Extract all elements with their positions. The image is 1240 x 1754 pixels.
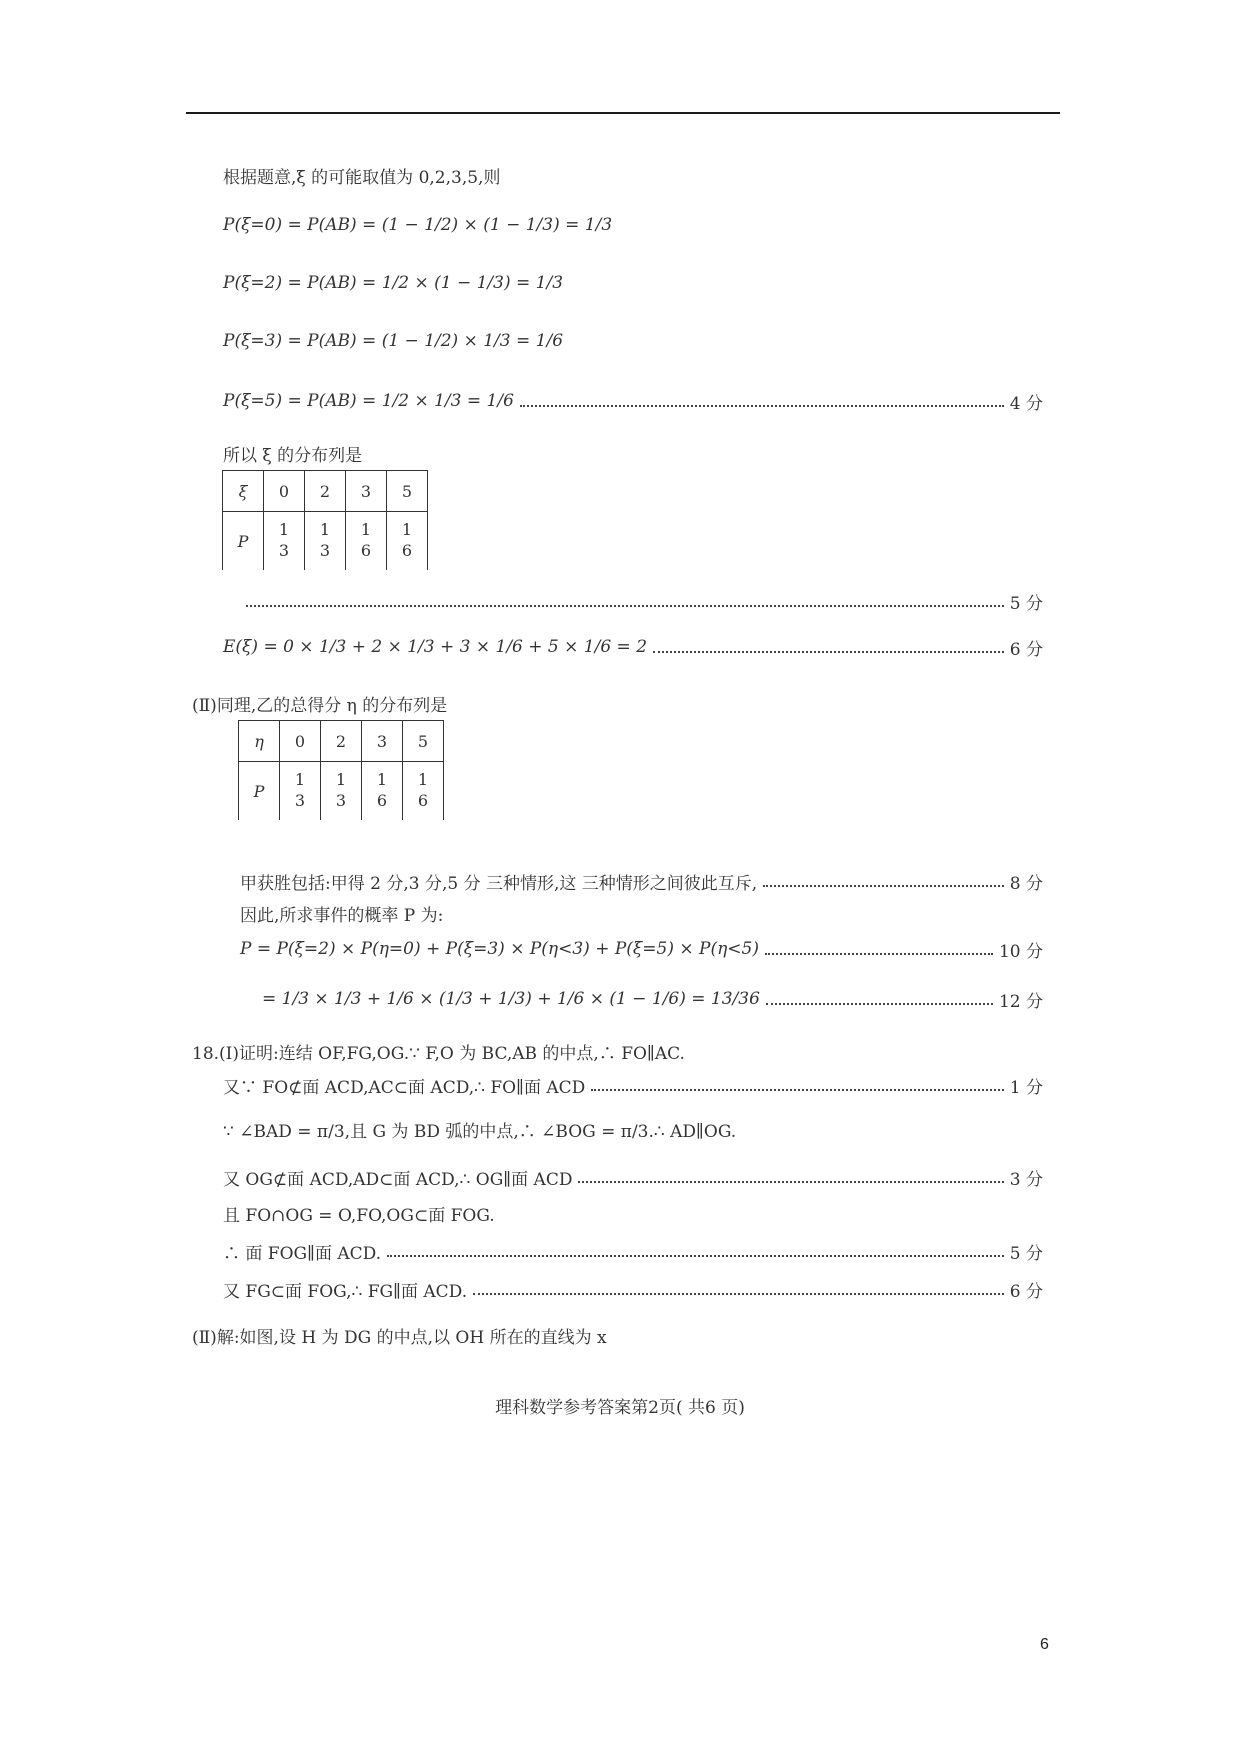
text-line: (Ⅱ)解:如图,设 H 为 DG 的中点,以 OH 所在的直线为 x <box>192 1327 607 1348</box>
equation-line: P(ξ=2) = P(AB) = 1/2 × (1 − 1/3) = 1/3 <box>223 273 564 293</box>
score-label: 6 分 <box>1009 1281 1043 1302</box>
score-label: 4 分 <box>1009 393 1043 414</box>
table-cell: 1 6 <box>362 762 403 821</box>
equation-line: P(ξ=5) = P(AB) = 1/2 × 1/3 = 1/6 4 分 <box>223 386 1043 416</box>
equation-line: = 1/3 × 1/3 + 1/6 × (1/3 + 1/3) + 1/6 × (1 − 1/6) = 13/36 12 分 <box>262 984 1043 1014</box>
table-row-label: P <box>223 512 264 571</box>
dot-leader <box>653 651 1004 653</box>
score-label: 5 分 <box>1009 1243 1043 1264</box>
page-footer: 理科数学参考答案第2页( 共6 页) <box>495 1398 745 1418</box>
text-line: 甲获胜包括:甲得 2 分,3 分,5 分 三种情形,这 三种情形之间彼此互斥, 8 分 <box>240 866 1043 896</box>
text-line: 因此,所求事件的概率 P 为: <box>240 905 444 926</box>
table-header-cell: 2 <box>321 721 362 762</box>
table-header-cell: 0 <box>280 721 321 762</box>
score-label: 1 分 <box>1009 1077 1043 1098</box>
score-label: 3 分 <box>1009 1169 1043 1190</box>
score-line <box>240 586 1043 616</box>
table-cell: 1 3 <box>321 762 362 821</box>
text-line: 且 FO∩OG = O,FO,OG⊂面 FOG. <box>223 1205 495 1226</box>
table-cell: 1 6 <box>346 512 387 571</box>
text-line: 18.(Ⅰ)证明:连结 OF,FG,OG.∵ F,O 为 BC,AB 的中点,∴ FO∥AC. <box>192 1043 685 1064</box>
text-line: 所以 ξ 的分布列是 <box>223 445 363 466</box>
equation-line: P = P(ξ=2) × P(η=0) + P(ξ=3) × P(η<3) + P(ξ=5) × P(η<5) 10 分 <box>240 934 1043 964</box>
table-cell: 1 6 <box>387 512 428 571</box>
score-label: 12 分 <box>998 991 1043 1012</box>
equation-line: E(ξ) = 0 × 1/3 + 2 × 1/3 + 3 × 1/6 + 5 × 1/6 = 2 6 分 <box>223 632 1043 662</box>
table-row-label: P <box>239 762 280 821</box>
text-line: 又 OG⊄面 ACD,AD⊂面 ACD,∴ OG∥面 ACD 3 分 <box>223 1162 1043 1192</box>
table-header-cell: 5 <box>403 721 444 762</box>
table-header-cell: ξ <box>223 471 264 512</box>
dot-leader <box>763 885 1004 887</box>
text-line: 又∵ FO⊄面 ACD,AC⊂面 ACD,∴ FO∥面 ACD 1 分 <box>223 1070 1043 1100</box>
text-line: ∴ 面 FOG∥面 ACD. 5 分 <box>223 1236 1043 1266</box>
page-number: 6 <box>1040 1636 1049 1653</box>
table-header-cell: η <box>239 721 280 762</box>
dot-leader <box>473 1293 1004 1295</box>
distribution-table-xi <box>222 470 428 570</box>
dot-leader <box>246 605 1004 607</box>
table-header-cell: 3 <box>346 471 387 512</box>
table-header-cell: 5 <box>387 471 428 512</box>
header-rule <box>186 112 1060 114</box>
dot-leader <box>520 405 1004 407</box>
table-cell: 1 6 <box>403 762 444 821</box>
dot-leader <box>578 1181 1003 1183</box>
table-cell: 1 3 <box>264 512 305 571</box>
score-label: 8 分 <box>1009 873 1043 894</box>
score-label: 5 分 <box>1009 593 1043 614</box>
table-header-cell: 3 <box>362 721 403 762</box>
table-cell: 1 3 <box>305 512 346 571</box>
score-label: 10 分 <box>998 941 1043 962</box>
dot-leader <box>591 1089 1004 1091</box>
equation-line: P(ξ=0) = P(AB) = (1 − 1/2) × (1 − 1/3) = 1/3 <box>223 215 613 235</box>
table-cell: 1 3 <box>280 762 321 821</box>
text-line: (Ⅱ)同理,乙的总得分 η 的分布列是 <box>192 695 448 716</box>
dot-leader <box>766 1003 993 1005</box>
distribution-table-eta <box>238 720 444 820</box>
table-header-cell: 0 <box>264 471 305 512</box>
text-line: ∵ ∠BAD = π/3,且 G 为 BD 弧的中点,∴ ∠BOG = π/3.∴ AD∥OG. <box>223 1121 737 1142</box>
table-header-cell: 2 <box>305 471 346 512</box>
text-line: 根据题意,ξ 的可能取值为 0,2,3,5,则 <box>223 167 501 188</box>
score-label: 6 分 <box>1009 639 1043 660</box>
text-line: 又 FG⊂面 FOG,∴ FG∥面 ACD. 6 分 <box>223 1274 1043 1304</box>
dot-leader <box>387 1255 1004 1257</box>
dot-leader <box>765 953 993 955</box>
equation-line: P(ξ=3) = P(AB) = (1 − 1/2) × 1/3 = 1/6 <box>223 331 564 351</box>
